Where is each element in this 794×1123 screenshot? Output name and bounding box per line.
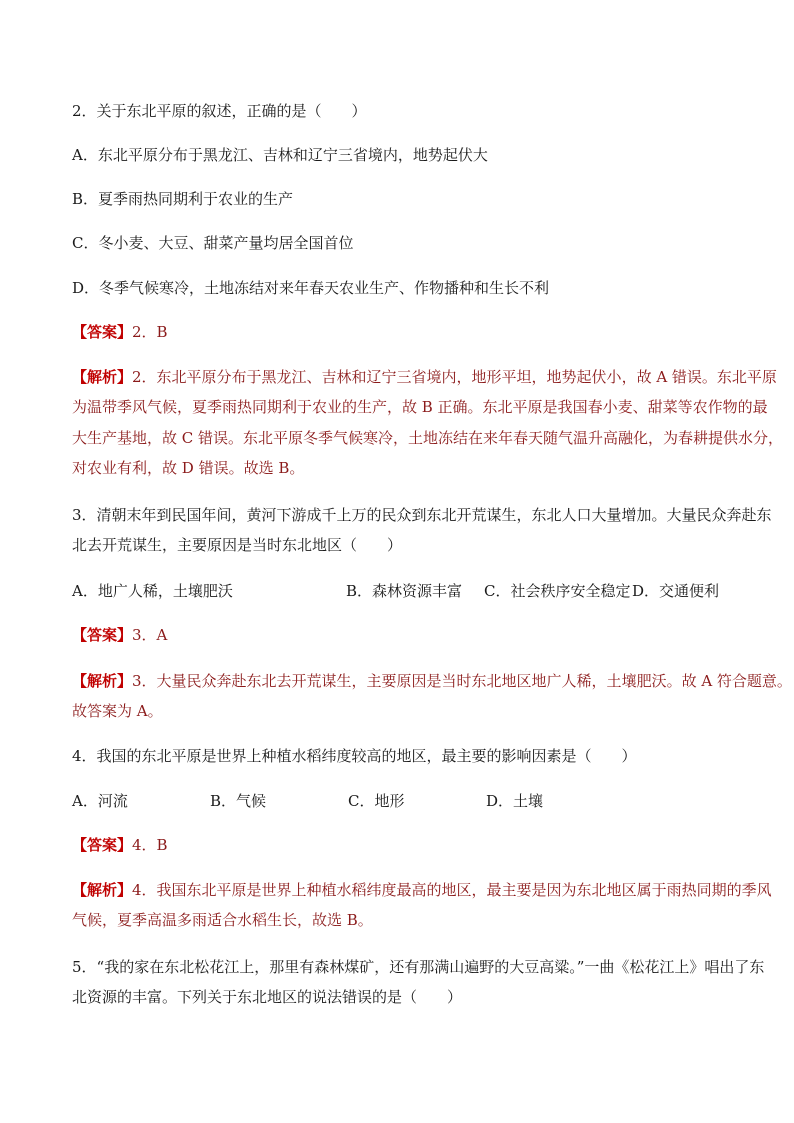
q4-stem: 4．我国的东北平原是世界上种植水稻纬度较高的地区，最主要的影响因素是（ ） bbox=[72, 747, 637, 765]
q3-option-c: C．社会秩序安全稳定 bbox=[484, 582, 631, 600]
q3-answer-value: 3．A bbox=[132, 626, 168, 644]
q4-option-a: A．河流 bbox=[72, 792, 128, 810]
q2-analysis-line-4: 对农业有利，故 D 错误。故选 B。 bbox=[72, 459, 305, 477]
analysis-tag: 【解析】 bbox=[72, 881, 133, 899]
q5-stem-line-2: 北资源的丰富。下列关于东北地区的说法错误的是（ ） bbox=[72, 988, 463, 1006]
q5-stem-line-1: 5．“我的家在东北松花江上，那里有森林煤矿，还有那满山遍野的大豆高粱。”一曲《松花江上》唱出了东 bbox=[72, 958, 765, 976]
q2-option-d: D．冬季气候寒冷，土地冻结对来年春天农业生产、作物播种和生长不利 bbox=[72, 279, 550, 297]
q3-option-a: A．地广人稀，土壤肥沃 bbox=[72, 582, 233, 600]
q4-option-b: B．气候 bbox=[210, 792, 267, 810]
q3-option-b: B．森林资源丰富 bbox=[346, 582, 463, 600]
q4-analysis-line-1 bbox=[72, 879, 772, 901]
analysis-tag: 【解析】 bbox=[72, 672, 133, 690]
q2-analysis-line-2: 为温带季风气候，夏季雨热同期利于农业的生产，故 B 正确。东北平原是我国春小麦、甜菜等农作物的最 bbox=[72, 398, 768, 416]
q4-analysis-text-1: 4．我国东北平原是世界上种植水稻纬度最高的地区，最主要是因为东北地区属于雨热同期的季风 bbox=[132, 881, 772, 899]
q3-stem-line-1: 3．清朝末年到民国年间，黄河下游成千上万的民众到东北开荒谋生，东北人口大量增加。大量民众奔赴东 bbox=[72, 506, 772, 524]
q4-answer bbox=[72, 834, 722, 856]
q4-options bbox=[72, 790, 732, 812]
q2-analysis-line-1 bbox=[72, 366, 777, 388]
q2-analysis-line-3: 大生产基地，故 C 错误。东北平原冬季气候寒冷，土地冻结在来年春天随气温升高融化，为春耕提供水分， bbox=[72, 429, 784, 447]
q2-option-c: C．冬小麦、大豆、甜菜产量均居全国首位 bbox=[72, 234, 354, 252]
answer-tag: 【答案】 bbox=[72, 626, 133, 644]
analysis-tag: 【解析】 bbox=[72, 368, 133, 386]
q3-analysis-text-1: 3．大量民众奔赴东北去开荒谋生，主要原因是当时东北地区地广人稀，土壤肥沃。故 A 符合题意。 bbox=[132, 672, 792, 690]
q3-answer bbox=[72, 624, 722, 646]
q2-option-a: A．东北平原分布于黑龙江、吉林和辽宁三省境内，地势起伏大 bbox=[72, 146, 488, 164]
q3-analysis-line-2: 故答案为 A。 bbox=[72, 702, 163, 720]
q2-option-b: B．夏季雨热同期利于农业的生产 bbox=[72, 190, 294, 208]
q3-option-d: D．交通便利 bbox=[632, 582, 720, 600]
q3-analysis-line-1 bbox=[72, 670, 792, 692]
q4-analysis-line-2: 气候，夏季高温多雨适合水稻生长，故选 B。 bbox=[72, 911, 373, 929]
answer-tag: 【答案】 bbox=[72, 323, 133, 341]
answer-tag: 【答案】 bbox=[72, 836, 133, 854]
q3-options bbox=[72, 580, 732, 602]
q4-answer-value: 4．B bbox=[132, 836, 168, 854]
q2-answer bbox=[72, 321, 722, 343]
q4-option-c: C．地形 bbox=[348, 792, 405, 810]
q2-stem: 2．关于东北平原的叙述，正确的是（ ） bbox=[72, 102, 367, 120]
q4-option-d: D．土壤 bbox=[486, 792, 544, 810]
q2-answer-value: 2．B bbox=[132, 323, 168, 341]
q2-analysis-text-1: 2．东北平原分布于黑龙江、吉林和辽宁三省境内，地形平坦，地势起伏小，故 A 错误。东北平原 bbox=[132, 368, 777, 386]
q3-stem-line-2: 北去开荒谋生，主要原因是当时东北地区（ ） bbox=[72, 536, 403, 554]
